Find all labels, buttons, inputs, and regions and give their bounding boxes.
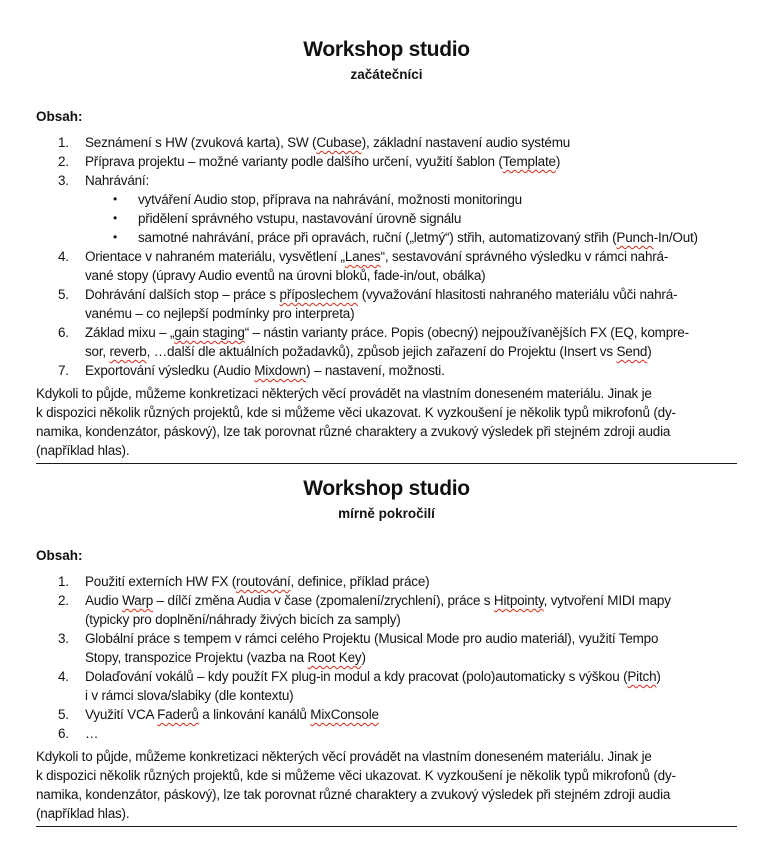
- text-line: [85, 686, 737, 705]
- text-line: [85, 342, 737, 361]
- list-marker: •: [113, 192, 118, 206]
- text-run: vané stopy (úpravy Audio eventů na úrovni bloků, fade-in/out, obálka): [85, 268, 486, 283]
- text-run: , definice, příklad práce): [290, 574, 430, 589]
- text-line: [85, 152, 737, 171]
- text-run: samotné nahrávání, práce při opravách, ruční („letmý“) střih, automatizovaný střih (: [138, 230, 617, 245]
- text-line: [85, 705, 737, 724]
- text-run: přidělení správného vstupu, nastavování úrovně signálu: [138, 211, 462, 226]
- text-line: [85, 648, 737, 667]
- section-subtitle: mírně pokročilí: [338, 506, 435, 521]
- text-run: Audio: [85, 593, 123, 608]
- text-run: Základ mixu – „: [85, 325, 175, 340]
- numbered-item: [36, 705, 737, 724]
- text-run: vanému – co nejlepší podmínky pro interpreta): [85, 306, 355, 321]
- misspelled-word[interactable]: Lanes: [344, 249, 381, 264]
- text-line: namika, kondenzátor, páskový), lze tak porovnat různé charaktery a zvukový výsledek při stejném zdroji audia: [36, 787, 671, 802]
- text-line: [85, 323, 737, 342]
- text-run: Exportování výsledku (Audio: [85, 363, 255, 378]
- text-line: (například hlas).: [36, 443, 130, 458]
- text-line: (například hlas).: [36, 806, 130, 821]
- text-run: , vytvoření MIDI mapy: [543, 593, 671, 608]
- list-marker: 3.: [58, 173, 69, 188]
- text-run: Použití externích HW FX (: [85, 574, 237, 589]
- text-line: [85, 629, 737, 648]
- text-line: [85, 610, 737, 629]
- bullet-item: [36, 209, 737, 228]
- numbered-item: [36, 629, 737, 667]
- text-run: vytváření Audio stop, příprava na nahrávání, možnosti monitoringu: [138, 192, 522, 207]
- numbered-item: [36, 323, 737, 361]
- text-line: [138, 228, 737, 247]
- list-marker: 3.: [58, 631, 69, 646]
- text-line: [85, 285, 737, 304]
- text-line: Kdykoli to půjde, můžeme konkretizaci některých věcí provádět na vlastním doneseném materiálu. Jinak je: [36, 749, 652, 764]
- list-marker: 2.: [58, 593, 69, 608]
- numbered-item: [36, 572, 737, 591]
- text-run: ): [656, 669, 661, 684]
- list-marker: 4.: [58, 249, 69, 264]
- text-line: [85, 361, 737, 380]
- misspelled-word[interactable]: Punch: [616, 230, 654, 245]
- numbered-item: [36, 591, 737, 629]
- misspelled-word[interactable]: Root Key: [307, 650, 362, 665]
- text-run: Orientace v nahraném materiálu, vysvětlení „: [85, 249, 345, 264]
- text-run: “, sestavování správného výsledku v rámci nahrá-: [380, 249, 669, 264]
- list-marker: 5.: [58, 287, 69, 302]
- text-run: i v rámci slova/slabiky (dle kontextu): [85, 688, 294, 703]
- workshop-section-intermediate: [36, 477, 737, 827]
- numbered-item: [36, 361, 737, 380]
- text-run: , …další dle aktuálních požadavků), způsob jejich zařazení do Projektu (Insert vs: [146, 344, 617, 359]
- text-line: [138, 190, 737, 209]
- misspelled-word[interactable]: Send: [616, 344, 648, 359]
- text-run: -In/Out): [653, 230, 698, 245]
- misspelled-word[interactable]: Mixdown: [254, 363, 307, 378]
- text-run: ): [555, 154, 561, 169]
- text-line: [85, 591, 737, 610]
- section-subtitle: začátečníci: [350, 67, 423, 82]
- misspelled-word[interactable]: Template: [502, 154, 556, 169]
- list-marker: 5.: [58, 707, 69, 722]
- text-line: k dispozici několik různých projektů, kde si můžeme věci ukazovat. K vyzkoušení je několik typů mikrofonů (dy-: [36, 768, 676, 783]
- text-run: Využití VCA: [85, 707, 158, 722]
- text-run: (vyvažování hlasitosti nahraného materiálu vůči nahrá-: [358, 287, 678, 302]
- section-title: Workshop studio: [303, 38, 470, 61]
- page-break-line: [36, 826, 737, 827]
- page-break-line: [36, 463, 737, 464]
- list-marker: 4.: [58, 669, 69, 684]
- numbered-item: [36, 667, 737, 705]
- toc-heading: Obsah:: [36, 109, 83, 124]
- misspelled-word[interactable]: příposlechem: [279, 287, 359, 302]
- text-run: ): [361, 650, 366, 665]
- numbered-item: [36, 724, 737, 743]
- misspelled-word[interactable]: Pitch: [627, 669, 657, 684]
- numbered-item: [36, 285, 737, 323]
- text-line: namika, kondenzátor, páskový), lze tak porovnat různé charaktery a zvukový výsledek při stejném zdroji audia: [36, 424, 671, 439]
- text-run: (typicky pro doplnění/náhrady živých bicích za samply): [85, 612, 401, 627]
- section-title: Workshop studio: [303, 477, 470, 500]
- misspelled-word[interactable]: reverb: [109, 344, 147, 359]
- list-marker: 7.: [58, 363, 69, 378]
- text-line: [85, 247, 737, 266]
- numbered-item: [36, 152, 737, 171]
- text-run: sor,: [85, 344, 110, 359]
- workshop-section-beginners: [36, 38, 737, 464]
- closing-paragraph: [36, 747, 737, 823]
- bullet-item: [36, 190, 737, 209]
- text-run: ): [647, 344, 652, 359]
- text-line: [85, 304, 737, 323]
- list-marker: 6.: [58, 726, 69, 741]
- text-line: [85, 572, 737, 591]
- closing-paragraph: [36, 384, 737, 460]
- toc-list: [36, 572, 737, 743]
- text-run: Dohrávání dalších stop – práce s: [85, 287, 280, 302]
- text-line: [85, 133, 737, 152]
- numbered-item: [36, 247, 737, 285]
- toc-list: [36, 133, 737, 380]
- toc-heading: Obsah:: [36, 548, 83, 563]
- text-run: “ – nástin varianty práce. Popis (obecný) nejpoužívanějších FX (EQ, kompre-: [244, 325, 689, 340]
- text-run: Dolaďování vokálů – kdy použít FX plug-in modul a kdy pracovat (polo)automaticky s výškou (: [85, 669, 628, 684]
- text-run: Globální práce s tempem v rámci celého Projektu (Musical Mode pro audio materiál), využití Tempo: [85, 631, 659, 646]
- text-run: Příprava projektu – možné varianty podle dalšího určení, využití šablon (: [85, 154, 503, 169]
- text-line: [85, 266, 737, 285]
- text-line: [85, 667, 737, 686]
- text-run: Stopy, transpozice Projektu (vazba na: [85, 650, 308, 665]
- misspelled-word[interactable]: gain staging: [174, 325, 245, 340]
- misspelled-word[interactable]: MixConsole: [310, 707, 379, 722]
- text-line: k dispozici několik různých projektů, kde si můžeme věci ukazovat. K vyzkoušení je několik typů mikrofonů (dy-: [36, 405, 676, 420]
- list-marker: 2.: [58, 154, 69, 169]
- numbered-item: [36, 133, 737, 152]
- misspelled-word[interactable]: Faderů: [157, 707, 199, 722]
- list-marker: •: [113, 230, 118, 244]
- misspelled-word[interactable]: Hitpointy: [493, 593, 544, 608]
- text-run: ) – nastavení, možnosti.: [306, 363, 445, 378]
- misspelled-word[interactable]: Warp: [122, 593, 154, 608]
- text-run: – dílčí změna Audia v čase (zpomalení/zrychlení), práce s: [153, 593, 494, 608]
- text-line: [85, 724, 737, 743]
- misspelled-word[interactable]: Cubase: [316, 135, 362, 150]
- misspelled-word[interactable]: routování: [236, 574, 291, 589]
- numbered-item: [36, 171, 737, 190]
- text-run: Nahrávání:: [85, 173, 150, 188]
- text-line: [85, 171, 737, 190]
- text-line: [138, 209, 737, 228]
- text-run: a linkování kanálů: [198, 707, 311, 722]
- text-run: Seznámení s HW (zvuková karta), SW (: [85, 135, 317, 150]
- list-marker: 1.: [58, 574, 69, 589]
- text-run: …: [85, 726, 99, 741]
- bullet-item: [36, 228, 737, 247]
- list-marker: 1.: [58, 135, 69, 150]
- list-marker: 6.: [58, 325, 69, 340]
- text-line: Kdykoli to půjde, můžeme konkretizaci některých věcí provádět na vlastním doneseném materiálu. Jinak je: [36, 386, 652, 401]
- list-marker: •: [113, 211, 118, 225]
- text-run: ), základní nastavení audio systému: [361, 135, 571, 150]
